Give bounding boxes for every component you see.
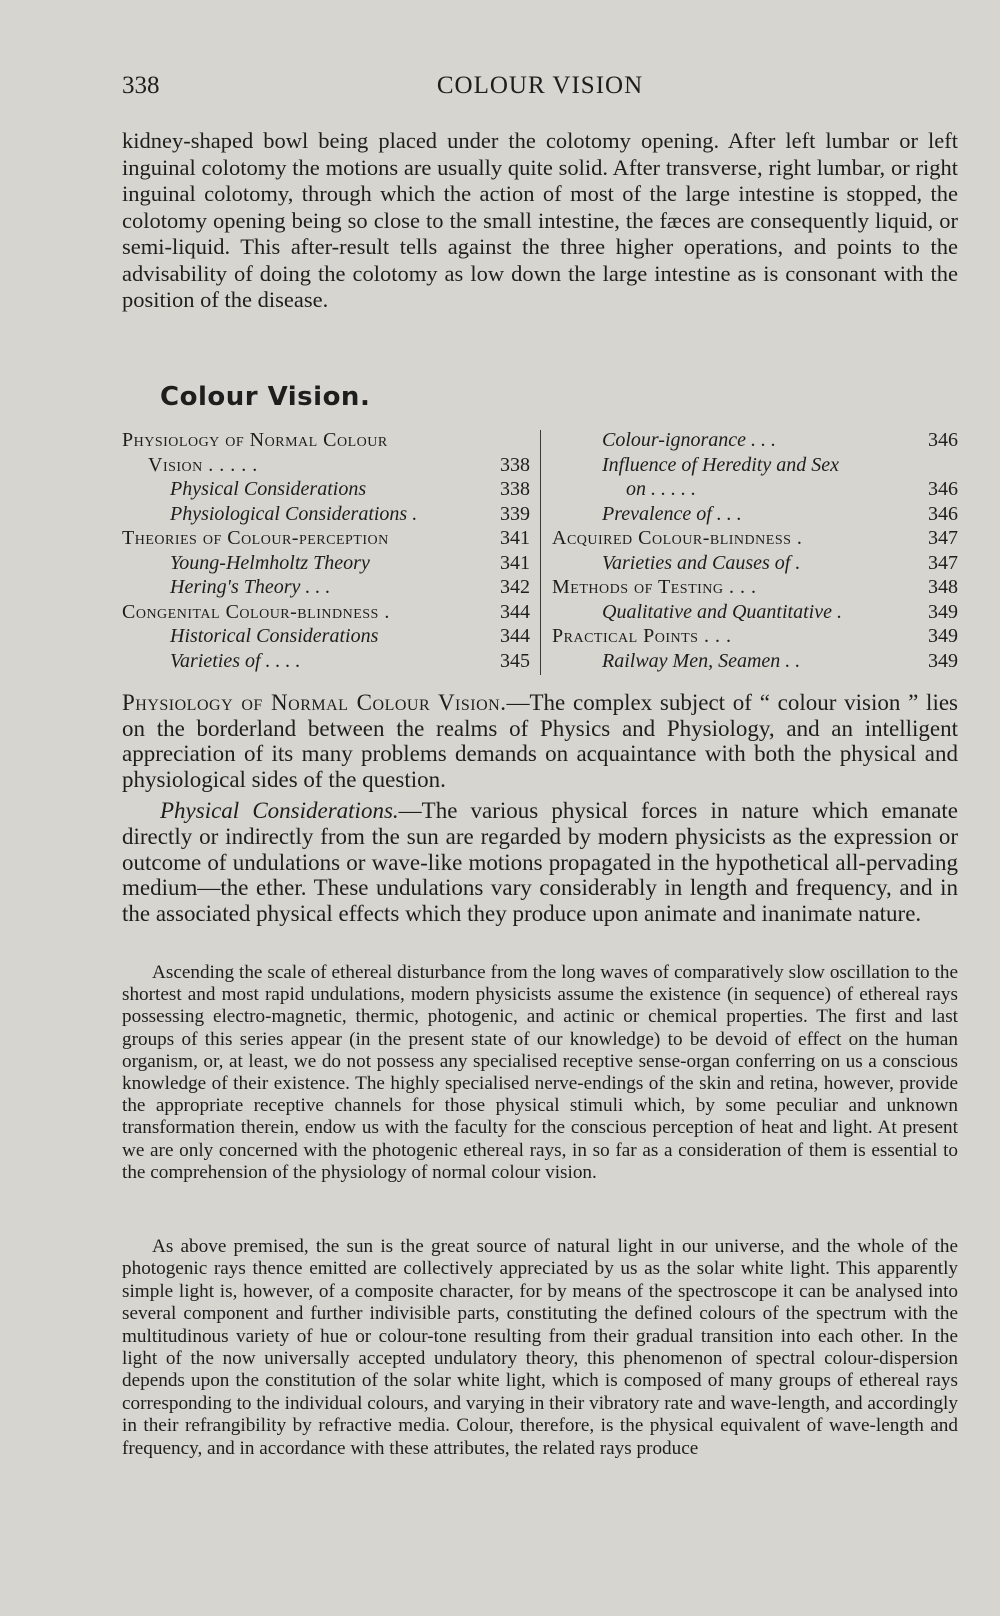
toc-entry xyxy=(122,477,530,502)
toc-entry xyxy=(122,526,530,551)
toc-entry-label: Young-Helmholtz Theory xyxy=(170,551,370,574)
toc-entry xyxy=(552,477,958,502)
toc-entry-page: 339 xyxy=(500,502,530,525)
toc-entry-page: 347 xyxy=(928,551,958,574)
toc-entry xyxy=(122,551,530,576)
toc-entry-label: Colour-ignorance . . . xyxy=(602,429,777,451)
toc-entry-label: Physiology of Normal Colour xyxy=(122,429,388,451)
running-title: COLOUR VISION xyxy=(436,72,644,99)
toc-entry xyxy=(552,649,958,674)
toc-entry xyxy=(552,551,958,576)
small-paragraph-solar-light: As above premised, the sun is the great source of natural light in our universe, and the whole of the photogenic rays thence emitted are collectively appreciated by us as the solar white light. This apparently simple light is, however, of a composite character, for by means of the spectroscope it can be analysed into several component and further indivisible parts, constituting the defined colours of the spectrum with the multitudinous variety of hue or colour-tone resulting from their gradual transition into each other. In the light of the now universally accepted undulatory theory, this phenomenon of spectral colour-dispersion depends upon the constitution of the solar white light, which is composed of many groups of ethereal rays corresponding to the individual colours, and varying in their vibratory rate and wave-length, and accordingly in their refrangibility by refractive media. Colour, therefore, is the physical equivalent of wave-length and frequency, and in accordance with these attributes, the related rays produce xyxy=(122,1236,958,1459)
toc-entry-page: 345 xyxy=(500,649,530,672)
toc-entry xyxy=(552,575,958,600)
section-title: Colour Vision. xyxy=(160,382,371,412)
toc-entry xyxy=(122,428,530,453)
physiology-run-in: Physiology of Normal Colour Vision. xyxy=(122,690,507,715)
toc-entry xyxy=(552,526,958,551)
toc-entry-page: 346 xyxy=(928,502,958,525)
toc-entry xyxy=(122,502,530,527)
toc-entry-page: 341 xyxy=(500,527,530,549)
toc-entry-label: Congenital Colour-blindness . xyxy=(122,600,390,623)
toc-entry-page: 344 xyxy=(500,600,530,623)
toc-entry-page: 349 xyxy=(928,649,958,672)
toc-entry-label: Influence of Heredity and Sex xyxy=(602,453,839,476)
toc-entry-label: Acquired Colour-blindness . xyxy=(552,527,803,549)
toc-entry-page: 347 xyxy=(928,527,958,549)
toc-entry-page: 344 xyxy=(500,625,530,647)
toc-entry xyxy=(552,453,958,478)
toc-entry-label: Hering's Theory . . . xyxy=(170,576,331,598)
toc-entry-label: Practical Points . . . xyxy=(552,625,732,647)
toc-left-column xyxy=(122,428,530,673)
physical-run-in: Physical Considerations. xyxy=(160,798,399,823)
small-paragraph-ether: Ascending the scale of ethereal disturbance from the long waves of comparatively slow oscillation to the shortest and most rapid undulations, modern physicists assume the existence (in sequence) of ethereal rays possessing electro-magnetic, thermic, photogenic, and actinic or chemical properties. The first and last groups of this series appear (in the present state of our knowledge) to be devoid of effect on the human organism, or, at least, we do not possess any specialised receptive sense-organ conferring on us a conscious knowledge of their existence. The highly specialised nerve-endings of the skin and retina, however, provide the appropriate receptive channels for those physical stimuli which, by some peculiar and unknown transformation therein, endow us with the faculty for the conscious perception of heat and light. At present we are only concerned with the photogenic ethereal rays, in so far as a consideration of them is essential to the comprehension of the physiology of normal colour vision. xyxy=(122,962,958,1183)
toc-entry-page: 346 xyxy=(928,429,958,451)
toc-entry-label: Railway Men, Seamen . . xyxy=(602,649,801,672)
toc-entry-label: Methods of Testing . . . xyxy=(552,576,757,598)
toc-entry-label: Qualitative and Quantitative . xyxy=(602,600,842,623)
toc-entry-label: Vision . . . . . xyxy=(148,453,258,476)
toc-entry-page: 342 xyxy=(500,576,530,598)
physiology-paragraph xyxy=(122,690,958,792)
toc-entry-label: Varieties of . . . . xyxy=(170,649,301,672)
toc-entry-page: 349 xyxy=(928,600,958,623)
toc-entry xyxy=(552,600,958,625)
toc-entry-label: Prevalence of . . . xyxy=(602,502,742,525)
toc-entry-page: 338 xyxy=(500,453,530,476)
toc-entry xyxy=(122,649,530,674)
toc-entry-page: 338 xyxy=(500,478,530,500)
toc-entry-page: 349 xyxy=(928,625,958,647)
toc-entry xyxy=(552,428,958,453)
toc-entry-label: Physiological Considerations . xyxy=(170,502,418,525)
toc-entry xyxy=(552,624,958,649)
page-number: 338 xyxy=(122,72,160,99)
toc-entry xyxy=(122,575,530,600)
toc-entry-page: 341 xyxy=(500,551,530,574)
toc-entry xyxy=(552,502,958,527)
toc-entry-page: 348 xyxy=(928,576,958,598)
toc-right-column xyxy=(552,428,958,673)
physical-paragraph xyxy=(122,798,958,927)
toc-divider xyxy=(540,430,541,675)
toc-entry xyxy=(122,453,530,478)
page-header xyxy=(122,72,958,108)
toc-entry-label: Varieties and Causes of . xyxy=(602,551,801,574)
physiology-text: —The complex subject of “ colour vision ” lies on the borderland between the realms of Physics and Physiology, and an intelligent appreciation of its many problems demands on acquaintance with both the physical and physiological sides of the question. xyxy=(122,690,958,792)
physical-text: —The various physical forces in nature which emanate directly or indirectly from the sun are regarded by modern physicists as the expression or outcome of undulations or wave-like motions propagated in the hypothetical all-pervading medium—the ether. These undulations vary considerably in length and frequency, and in the associated physical effects which they produce upon animate and inanimate nature. xyxy=(122,798,958,927)
toc-entry xyxy=(122,600,530,625)
intro-paragraph: kidney-shaped bowl being placed under the colotomy opening. After left lumbar or left inguinal colotomy the motions are usually quite solid. After transverse, right lumbar, or right inguinal colotomy, through which the action of most of the large intestine is stopped, the colotomy opening being so close to the small intestine, the fæces are consequently liquid, or semi-liquid. This after-result tells against the three higher operations, and points to the advisability of doing the colotomy as low down the large intestine as is consonant with the position of the disease. xyxy=(122,128,958,312)
toc-entry-page: 346 xyxy=(928,478,958,500)
toc-entry-label: Historical Considerations xyxy=(170,625,379,647)
toc-entry-label: Physical Considerations xyxy=(170,478,367,500)
toc-entry-label: Theories of Colour-perception xyxy=(122,527,389,549)
toc-entry xyxy=(122,624,530,649)
table-of-contents xyxy=(122,428,958,678)
toc-entry-label: on . . . . . xyxy=(626,478,696,500)
